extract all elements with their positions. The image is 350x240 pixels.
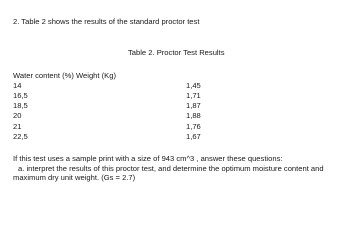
weight-cell: 1,67	[186, 132, 201, 141]
water-content-cell: 22,5	[13, 132, 28, 141]
table-header: Water content (%) Weight (Kg)	[13, 71, 116, 80]
water-content-cell: 21	[13, 122, 22, 131]
question-title: 2. Table 2 shows the results of the standard proctor test	[13, 17, 200, 26]
water-content-cell: 16,5	[13, 91, 28, 100]
weight-cell: 1,76	[186, 122, 201, 131]
water-content-cell: 18,5	[13, 101, 28, 110]
prompt-line: maximum dry unit weight. (Gs = 2.7)	[13, 173, 136, 182]
weight-cell: 1,45	[186, 81, 201, 90]
water-content-cell: 14	[13, 81, 22, 90]
weight-cell: 1,71	[186, 91, 201, 100]
table-caption: Table 2. Proctor Test Results	[128, 48, 225, 57]
weight-cell: 1,87	[186, 101, 201, 110]
prompt-line: a. interpret the results of this proctor test, and determine the optimum moisture content and	[18, 164, 324, 173]
prompt-line: If this test uses a sample print with a size of 943 cm^3 , answer these questions:	[13, 154, 283, 163]
water-content-cell: 20	[13, 111, 22, 120]
weight-cell: 1,88	[186, 111, 201, 120]
